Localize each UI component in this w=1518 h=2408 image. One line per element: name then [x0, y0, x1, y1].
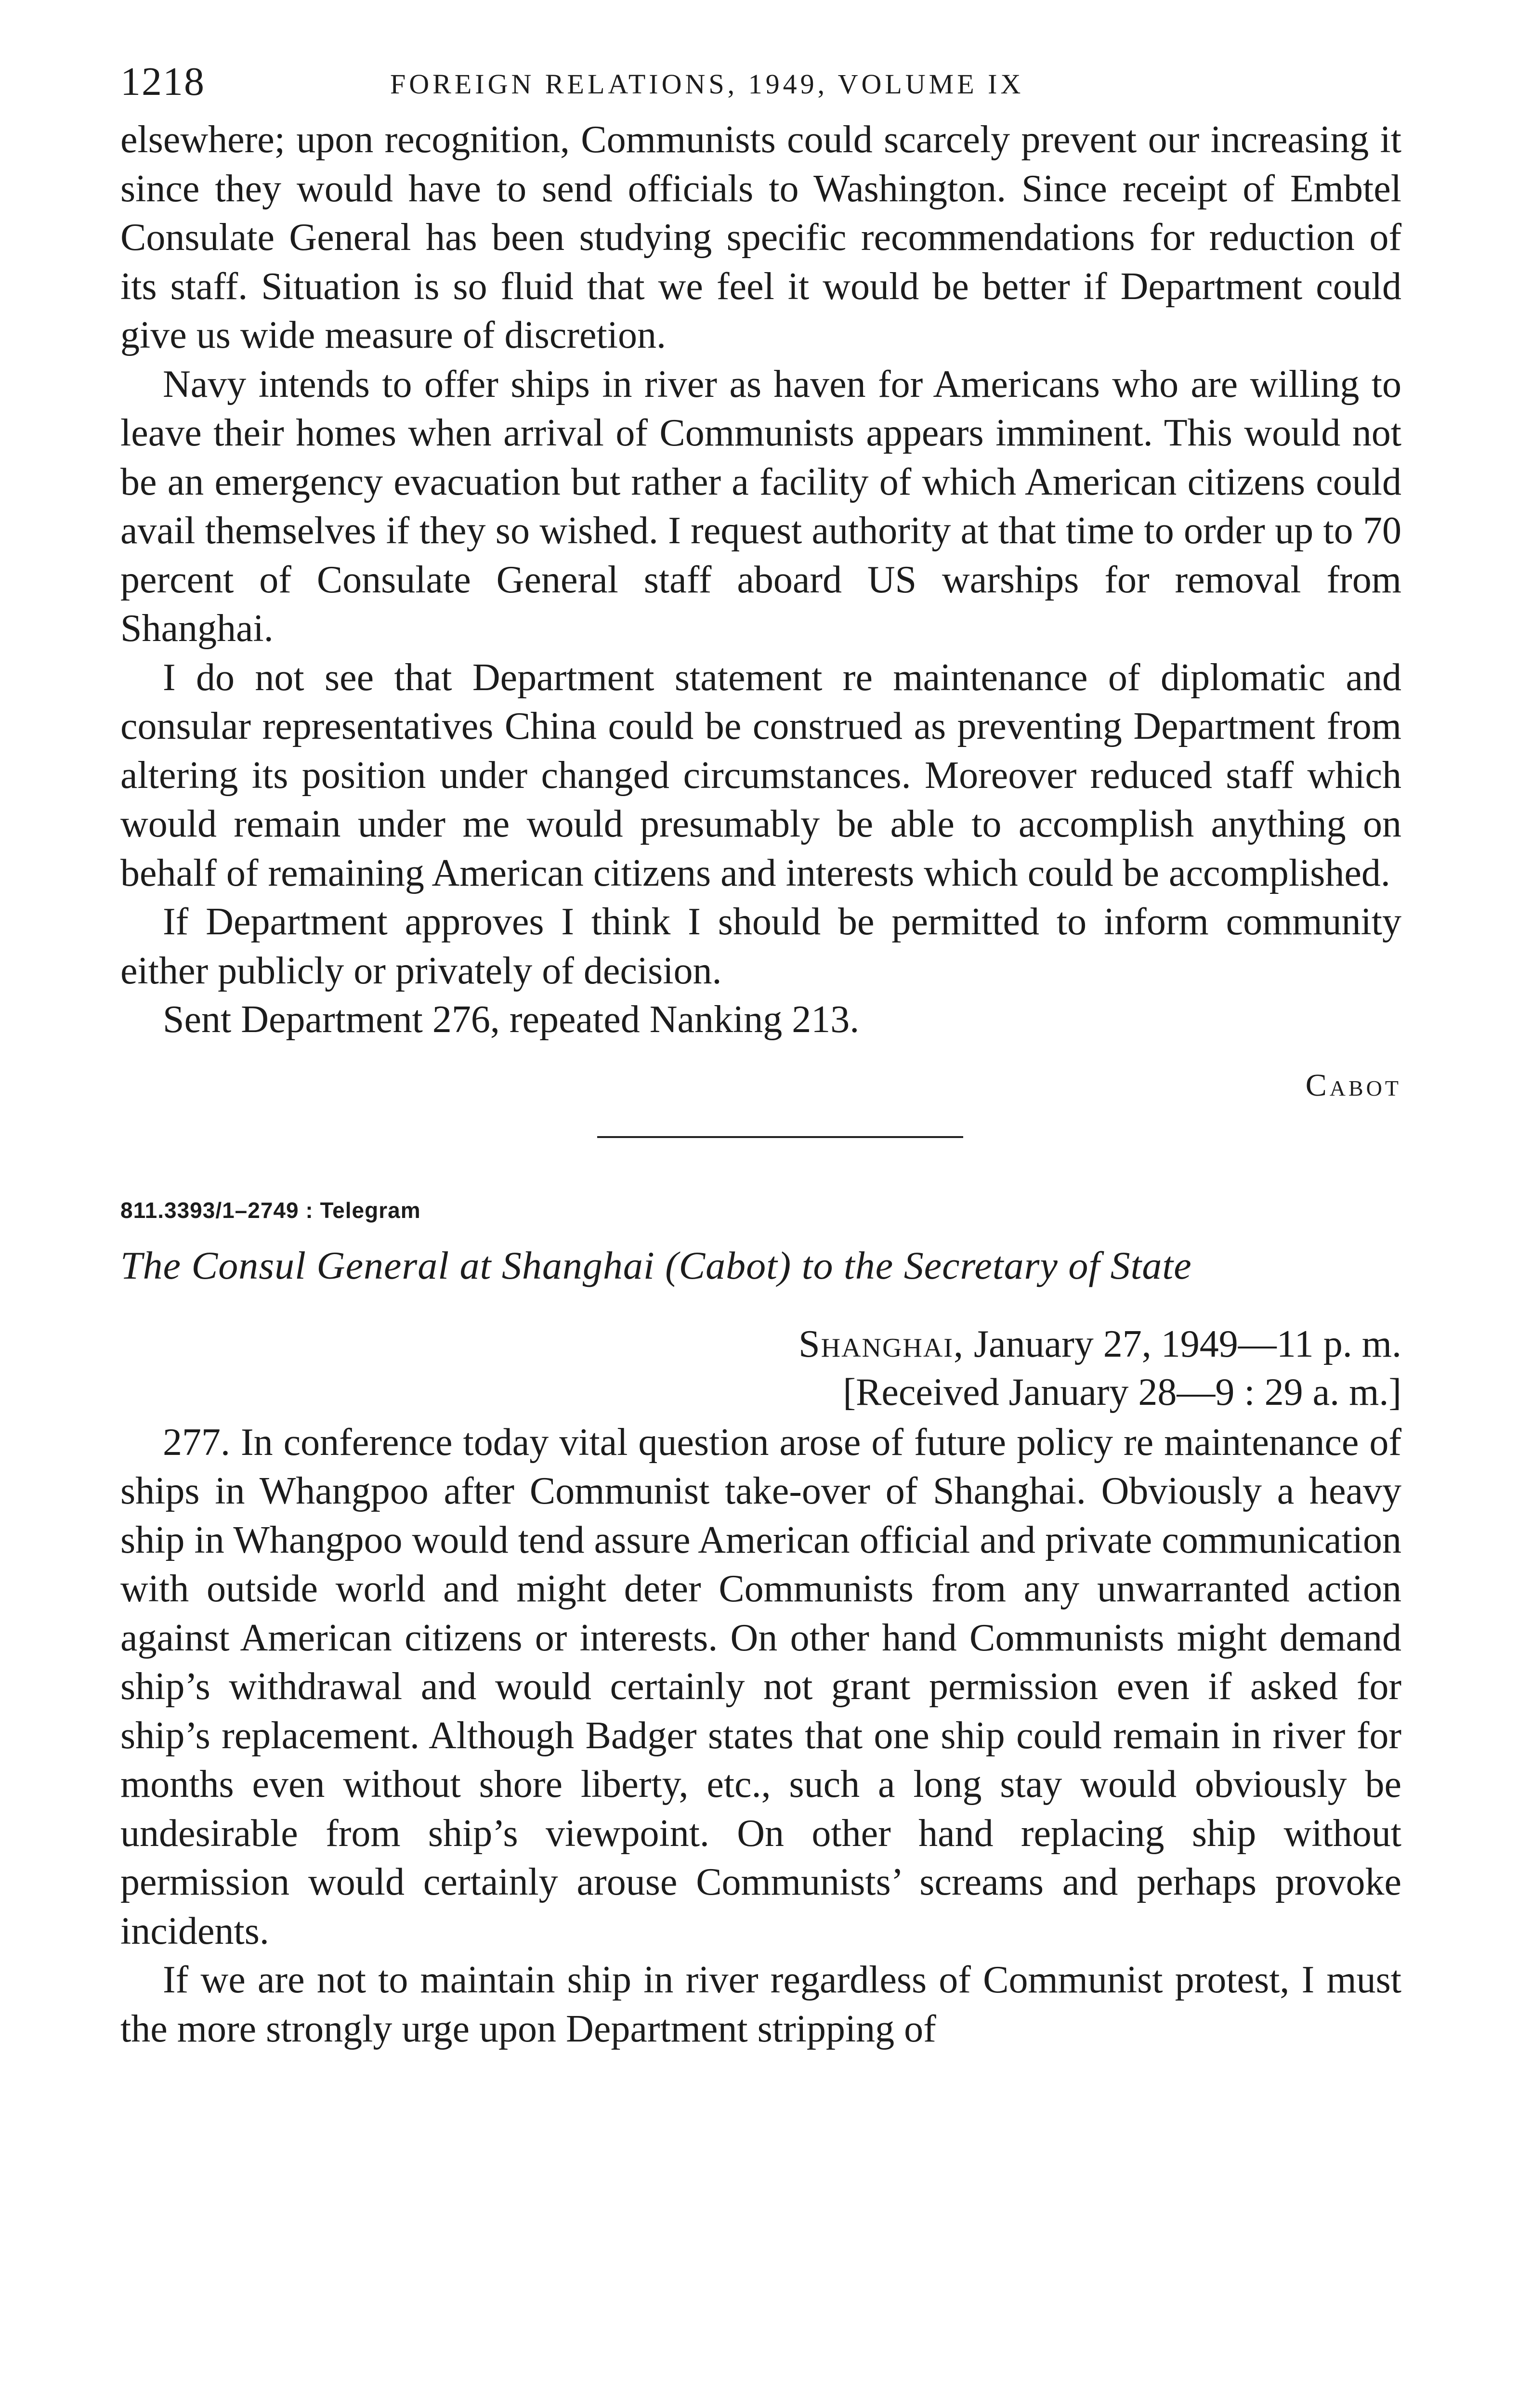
body-paragraph: 277. In conference today vital question arose of future policy re maintenance of ships in Whangpoo after Communist take-over of Shanghai. Obviously a heavy ship in Whangpoo would tend assure American official and private communication with outside world and might deter Communists from any unwarranted action against American citizens or interests. On other hand Communists might demand ship’s withdrawal and would certainly not grant permission even if asked for ship’s replacement. Although Badger states that one ship could remain in river for months even without shore liberty, etc., such a long stay would obviously be undesirable from ship’s viewpoint. On other hand replacing ship without permission would certainly arouse Communists’ screams and perhaps provoke incidents. — [120, 1421, 1401, 1952]
dateline-place: Shanghai, — [798, 1322, 964, 1365]
dateline-date: January 27, 1949—11 p. m. — [964, 1322, 1401, 1365]
document-page — [120, 58, 1401, 2054]
body-paragraph: If Department approves I think I should be permitted to inform community either publicly or privately of decision. — [120, 901, 1401, 992]
document-title: The Consul General at Shanghai (Cabot) to the Secretary of State — [120, 1243, 1192, 1287]
body-paragraph: elsewhere; upon recognition, Communists could scarcely prevent our increasing it since they would have to send officials to Washington. Since receipt of Embtel Consulate General has been studying specific recommendations for reduction of its staff. Situation is so fluid that we feel it would be better if Department could give us wide measure of discretion. — [120, 118, 1401, 356]
received-note: [Received January 28—9 : 29 a. m.] — [843, 1371, 1401, 1413]
running-header — [120, 58, 1401, 116]
signature: Cabot — [1305, 1067, 1401, 1103]
document-reference: 811.3393/1–2749 : Telegram — [120, 1197, 421, 1223]
dateline — [120, 1320, 1401, 1368]
body-paragraph: I do not see that Department statement re maintenance of diplomatic and consular representatives China could be construed as preventing Department from altering its position under changed circumstances. Moreover reduced staff which would remain under me would presumably be able to accomplish anything on behalf of remaining American citizens and interests which could be accomplished. — [120, 656, 1401, 894]
body-paragraph: If we are not to maintain ship in river regardless of Communist protest, I must the more strongly urge upon Department stripping of — [120, 1959, 1401, 2050]
section-divider — [597, 1136, 963, 1138]
page-number: 1218 — [120, 59, 205, 104]
body-paragraph: Navy intends to offer ships in river as haven for Americans who are willing to leave their homes when arrival of Communists appears imminent. This would not be an emergency evacuation but rather a facility of which American citizens could avail themselves if they so wished. I request authority at that time to order up to 70 percent of Consulate General staff aboard US warships for removal from Shanghai. — [120, 363, 1401, 650]
running-title: FOREIGN RELATIONS, 1949, VOLUME IX — [390, 68, 1024, 100]
body-paragraph: Sent Department 276, repeated Nanking 213. — [163, 998, 860, 1041]
